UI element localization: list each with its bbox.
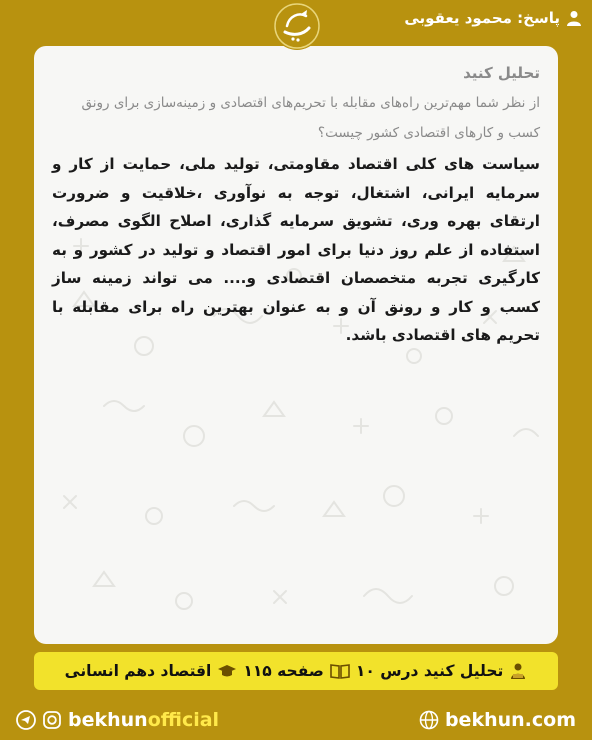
social-suffix: official — [147, 709, 220, 731]
book-icon — [330, 663, 350, 679]
answer-text: سیاست های کلی اقتصاد مقاومتی، تولید ملی، حمایت از کار و سرمایه ایرانی، اشتغال، توجه به نوآوری ،خلاقیت و ضرورت ارتقای بهره وری، تشویق سرمایه گذاری، اصلاح الگوی مصرف، استفاده از علم روز دنیا برای امور اقتصاد و تولید در کشور و به کارگیری تجربه متخصصان اقتصادی و.... می تواند زمینه ساز کسب و کار و رونق آن و به عنوان بهترین راه برای مقابله با تحریم های اقتصادی باشد. — [52, 155, 540, 344]
author-label — [404, 9, 582, 27]
website-link[interactable] — [419, 709, 576, 731]
graduation-cap-icon — [217, 663, 237, 679]
footer — [0, 700, 592, 740]
bekhun-logo — [273, 2, 321, 50]
page-label: صفحه ۱۱۵ — [243, 662, 324, 680]
section-title: تحلیل کنید — [463, 64, 540, 82]
globe-icon — [419, 710, 439, 730]
book-title: اقتصاد دهم انسانی — [64, 662, 212, 680]
answer-card — [34, 46, 558, 644]
author-name: پاسخ: محمود یعقوبی — [404, 9, 560, 27]
user-icon — [566, 10, 582, 26]
instagram-icon[interactable] — [42, 710, 62, 730]
lesson-label: تحلیل کنید درس ۱۰ — [355, 662, 504, 680]
social-prefix: bekhun — [68, 709, 148, 731]
social-handle[interactable] — [16, 709, 219, 731]
telegram-icon[interactable] — [16, 710, 36, 730]
student-icon — [509, 662, 527, 680]
question-text: از نظر شما مهم‌ترین راه‌های مقابله با تحریم‌های اقتصادی و زمینه‌سازی برای رونق کسب و کارهای اقتصادی کشور چیست؟ — [81, 95, 540, 141]
lesson-banner — [34, 652, 558, 690]
website-url[interactable]: bekhun.com — [444, 709, 576, 731]
